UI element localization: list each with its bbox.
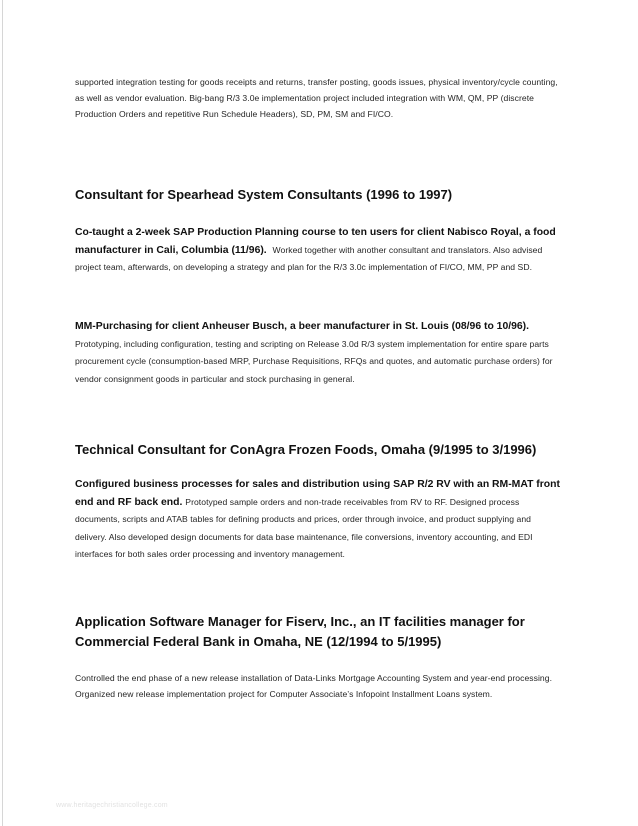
section-heading-spearhead: Consultant for Spearhead System Consultants (1996 to 1997) xyxy=(75,187,453,202)
section-heading-fiserv: Application Software Manager for Fiserv, Inc., an IT facilities manager for Commercial Federal Bank in Omaha, NE (12/1994 to 5/1995) xyxy=(75,614,525,649)
intro-paragraph: supported integration testing for goods receipts and returns, transfer posting, goods issues, physical inventory/cycle counting, as well as vendor evaluation. Big-bang R/3 3.0e implementation project included integration with WM, QM, PP (discrete Production Orders and repetitive Run Schedule Headers), SD, PM, SM and FI/CO. xyxy=(75,77,558,120)
paragraph-lead: Configured business processes for sales and distribution using SAP R/2 RV with an RM-MAT front end and RF back end. xyxy=(75,479,560,508)
paragraph-lead: MM-Purchasing for client Anheuser Busch, a beer manufacturer in St. Louis (08/96 to 10/96) xyxy=(75,321,527,332)
paragraph-nabisco xyxy=(75,224,565,277)
paragraph-lead: Co-taught a 2-week SAP Production Planning course to ten users for client Nabisco Royal, a food manufacturer in Cali, Columbia (11/96). xyxy=(75,227,556,256)
paragraph-conagra xyxy=(75,476,565,564)
paragraph-lead-period: . xyxy=(526,321,530,332)
paragraph-body: Prototyped sample orders and non-trade receivables from RV to RF. Designed process documents, scripts and ATAB tables for defining products and prices, order through invoice, and product supplying and delivery. Also developed design documents for data base maintenance, file conversions, inventory accounting, and EDI interfaces for both sales order processing and inventory management. xyxy=(75,496,533,559)
watermark-text: www.heritagechristiancollege.com xyxy=(56,802,168,809)
section-heading-conagra: Technical Consultant for ConAgra Frozen Foods, Omaha (9/1995 to 3/1996) xyxy=(75,442,537,457)
paragraph-fiserv: Controlled the end phase of a new release installation of Data-Links Mortgage Accounting System and year-end processing. Organized new release implementation project for Computer Associate’s Infopoint Installment Loans system. xyxy=(75,673,553,700)
page-edge xyxy=(2,0,3,826)
paragraph-anheuser xyxy=(75,318,565,388)
paragraph-body: Worked together with another consultant and translators. Also advised project team, afterwards, on developing a strategy and plan for the R/3 3.0c implementation of FI/CO, MM, PP and SD. xyxy=(75,244,543,272)
paragraph-body: Prototyping, including configuration, testing and scripting on Release 3.0d R/3 system implementation for entire spare parts procurement cycle (consumption-based MRP, Purchase Requisitions, RFQs and quotes, and automatic purchase orders) for vendor consignment goods in particular and stock purchasing in general. xyxy=(75,338,553,384)
